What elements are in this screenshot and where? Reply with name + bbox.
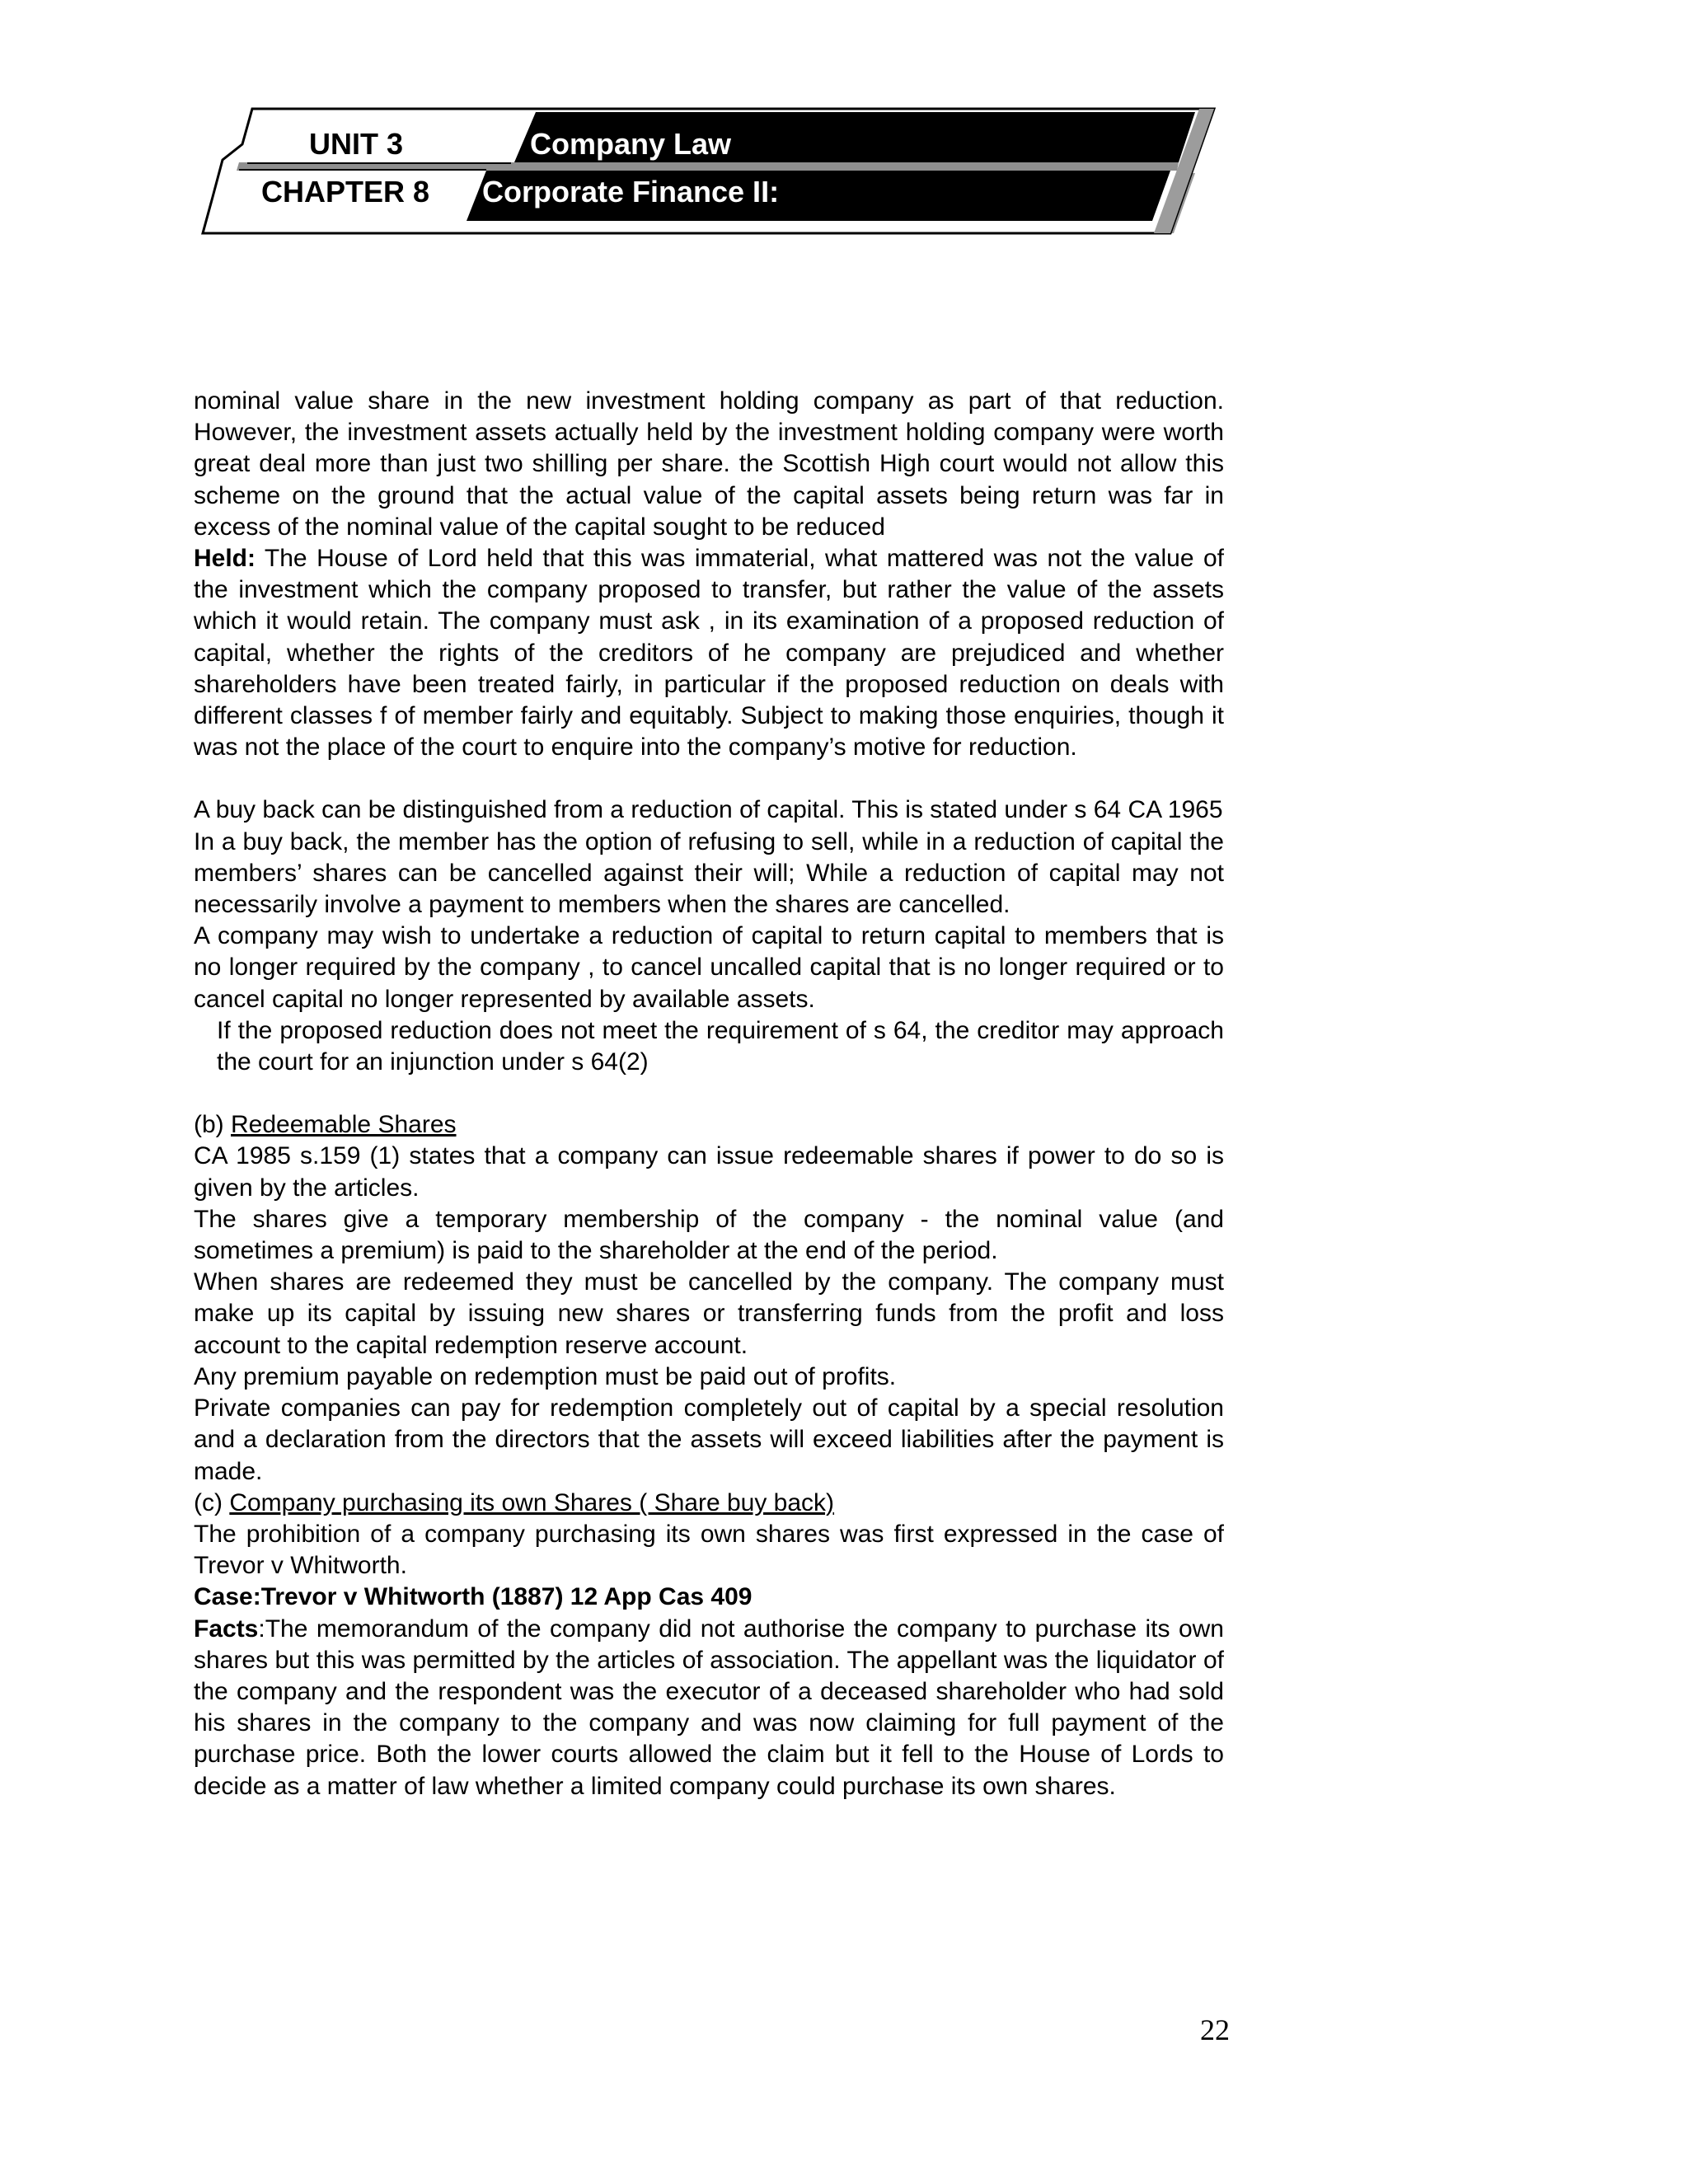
chapter-title: Corporate Finance II: — [482, 175, 780, 209]
paragraph: The shares give a temporary membership of the company - the nominal value (and sometimes a premium) is paid to the shareholder at the end of the period. — [194, 1205, 1224, 1265]
chapter-label: CHAPTER 8 — [261, 175, 430, 209]
paragraph: The prohibition of a company purchasing its own shares was first expressed in the case of Trevor v Whitworth. — [194, 1520, 1224, 1580]
section-prefix: (c) — [194, 1488, 230, 1516]
held-text: The House of Lord held that this was immaterial, what mattered was not the value of the investment which the company proposed to transfer, but rather the value of the assets which it would retain. The company must ask , in its examination of a proposed reduction of capital, whether the rights of the creditors of he company are prejudiced and whether shareholders have been treated fairly, in particular if the proposed reduction on deals with different classes f of member fairly and equitably. Subject to making those enquiries, though it was not the place of the court to enquire into the company’s motive for reduction. — [194, 545, 1224, 762]
paragraph: When shares are redeemed they must be cancelled by the company. The company must make up its capital by issuing new shares or transferring funds from the profit and loss account to the capital redemption reserve account. — [194, 1268, 1224, 1359]
section-prefix: (b) — [194, 1111, 231, 1139]
section-title: Redeemable Shares — [231, 1111, 457, 1139]
page-number: 22 — [1200, 2013, 1230, 2046]
section-title: Company purchasing its own Shares ( Share buy back) — [229, 1488, 835, 1516]
case-heading: Case:Trevor v Whitworth (1887) 12 App Cas 409 — [194, 1583, 753, 1611]
facts-text: :The memorandum of the company did not authorise the company to purchase its own shares but this was permitted by the articles of association. The appellant was the liquidator of the company and the respondent was the executor of a deceased shareholder who had sold his shares in the company to the company and was now claiming for full payment of the purchase price. Both the lower courts allowed the claim but it fell to the House of Lords to decide as a matter of law whether a limited company could purchase its own shares. — [194, 1615, 1224, 1800]
paragraph: CA 1985 s.159 (1) states that a company can issue redeemable shares if power to do so is given by the articles. — [194, 1142, 1224, 1202]
facts-paragraph — [194, 1614, 1224, 1802]
paragraph: Private companies can pay for redemption completely out of capital by a special resolution and a declaration from the directors that the assets will exceed liabilities after the payment is made. — [194, 1394, 1224, 1485]
unit-title: Company Law — [530, 127, 732, 161]
held-label: Held: — [194, 545, 256, 573]
paragraph: Any premium payable on redemption must be paid out of profits. — [194, 1362, 897, 1390]
banner-graphic — [0, 0, 1688, 247]
spacer — [194, 1078, 1224, 1109]
chapter-header-banner — [0, 0, 1688, 247]
section-heading-b — [194, 1109, 1224, 1141]
page-body — [194, 386, 1224, 1802]
paragraph: nominal value share in the new investment holding company as part of that reduction. However, the investment assets actually held by the investment holding company were worth great deal more than just two shilling per share. the Scottish High court would not allow this scheme on the ground that the actual value of the capital assets being return was far in excess of the nominal value of the capital sought to be reduced — [194, 387, 1224, 541]
unit-label: UNIT 3 — [309, 127, 404, 161]
spacer — [194, 763, 1224, 794]
paragraph: If the proposed reduction does not meet the requirement of s 64, the creditor may approach the court for an injunction under s 64(2) — [217, 1016, 1224, 1076]
paragraph: A buy back can be distinguished from a reduction of capital. This is stated under s 64 CA 1965 — [194, 796, 1223, 824]
paragraph: A company may wish to undertake a reduction of capital to return capital to members that is no longer required by the company , to cancel uncalled capital that is no longer required or to cancel capital no longer represented by available assets. — [194, 922, 1224, 1013]
section-heading-c — [194, 1488, 1224, 1519]
facts-label: Facts — [194, 1615, 259, 1643]
paragraph: In a buy back, the member has the option of refusing to sell, while in a reduction of capital the members’ shares can be cancelled against their will; While a reduction of capital may not necessarily involve a payment to members when the shares are cancelled. — [194, 827, 1224, 919]
held-paragraph — [194, 543, 1224, 763]
